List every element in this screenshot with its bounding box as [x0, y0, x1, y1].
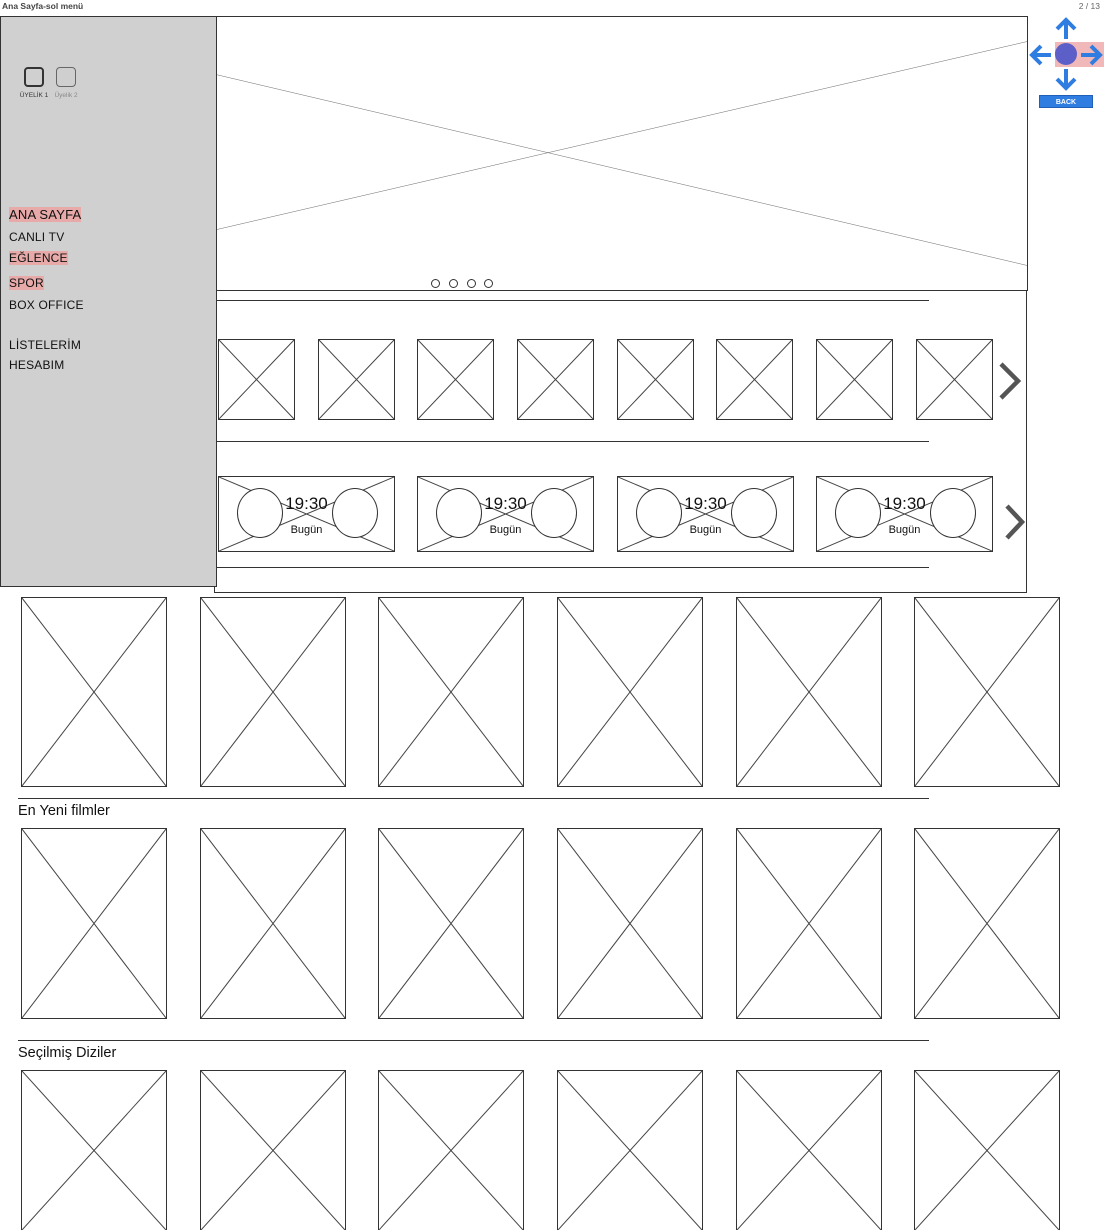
- sidebar-menu: [0, 16, 217, 587]
- page-title: Ana Sayfa-sol menü: [2, 1, 84, 11]
- dpad-ok-button[interactable]: [1055, 43, 1077, 65]
- chevron-right-icon[interactable]: [996, 360, 1024, 402]
- poster-card[interactable]: [378, 828, 524, 1019]
- poster-card[interactable]: [914, 1070, 1060, 1230]
- carousel-dot[interactable]: [449, 279, 458, 288]
- menu-item-canli-tv[interactable]: CANLI TV: [9, 230, 65, 244]
- thumbnail-card[interactable]: [318, 339, 395, 420]
- poster-card[interactable]: [736, 1070, 882, 1230]
- poster-card[interactable]: [557, 828, 703, 1019]
- profile-avatar-2[interactable]: [56, 67, 76, 87]
- poster-card[interactable]: [200, 828, 346, 1019]
- hero-banner[interactable]: [214, 16, 1028, 291]
- live-card[interactable]: [816, 476, 993, 552]
- menu-item-eglence[interactable]: EĞLENCE: [9, 251, 68, 265]
- live-card[interactable]: [617, 476, 794, 552]
- live-card[interactable]: [417, 476, 594, 552]
- match-day: Bugün: [888, 524, 921, 536]
- poster-card[interactable]: [378, 597, 524, 787]
- thumbnail-card[interactable]: [218, 339, 295, 420]
- match-time: 19:30: [684, 494, 727, 513]
- poster-card[interactable]: [736, 828, 882, 1019]
- match-day: Bugün: [290, 524, 323, 536]
- poster-card[interactable]: [21, 828, 167, 1019]
- divider: [216, 567, 929, 568]
- poster-card[interactable]: [914, 828, 1060, 1019]
- section-title-selected-series: Seçilmiş Diziler: [18, 1045, 117, 1061]
- chevron-right-icon[interactable]: [1002, 502, 1028, 542]
- menu-item-hesabim[interactable]: HESABIM: [9, 358, 65, 372]
- thumbnail-card[interactable]: [916, 339, 993, 420]
- profile-avatar-1[interactable]: [24, 67, 44, 87]
- thumbnail-card[interactable]: [617, 339, 694, 420]
- carousel-dot[interactable]: [484, 279, 493, 288]
- poster-card[interactable]: [736, 597, 882, 787]
- match-day: Bugün: [689, 524, 722, 536]
- arrow-up-icon[interactable]: [1054, 17, 1078, 41]
- back-button[interactable]: BACK: [1039, 95, 1093, 108]
- menu-item-listelerim[interactable]: LİSTELERİM: [9, 338, 82, 352]
- arrow-down-icon[interactable]: [1054, 67, 1078, 91]
- poster-card[interactable]: [21, 597, 167, 787]
- poster-card[interactable]: [557, 597, 703, 787]
- carousel-dot[interactable]: [431, 279, 440, 288]
- divider: [216, 300, 929, 301]
- thumbnail-card[interactable]: [417, 339, 494, 420]
- poster-card[interactable]: [200, 597, 346, 787]
- section-title-new-movies: En Yeni filmler: [18, 803, 110, 819]
- menu-item-spor[interactable]: SPOR: [9, 276, 44, 290]
- poster-card[interactable]: [557, 1070, 703, 1230]
- menu-item-ana-sayfa[interactable]: ANA SAYFA: [9, 207, 82, 222]
- menu-item-box-office[interactable]: BOX OFFICE: [9, 298, 84, 312]
- arrow-left-icon[interactable]: [1029, 43, 1053, 67]
- profile-label-1: ÜYELİK 1: [19, 92, 49, 99]
- thumbnail-card[interactable]: [816, 339, 893, 420]
- match-time: 19:30: [285, 494, 328, 513]
- match-time: 19:30: [883, 494, 926, 513]
- match-day: Bugün: [489, 524, 522, 536]
- divider: [216, 441, 929, 442]
- carousel-dot[interactable]: [467, 279, 476, 288]
- poster-card[interactable]: [378, 1070, 524, 1230]
- thumbnail-card[interactable]: [517, 339, 594, 420]
- divider: [18, 798, 929, 799]
- page-counter: 2 / 13: [1078, 1, 1100, 11]
- poster-card[interactable]: [21, 1070, 167, 1230]
- divider: [18, 1040, 929, 1041]
- profile-label-2: Üyelik 2: [54, 92, 78, 99]
- arrow-right-icon[interactable]: [1079, 43, 1103, 67]
- thumbnail-card[interactable]: [716, 339, 793, 420]
- match-time: 19:30: [484, 494, 527, 513]
- poster-card[interactable]: [914, 597, 1060, 787]
- poster-card[interactable]: [200, 1070, 346, 1230]
- live-card[interactable]: [218, 476, 395, 552]
